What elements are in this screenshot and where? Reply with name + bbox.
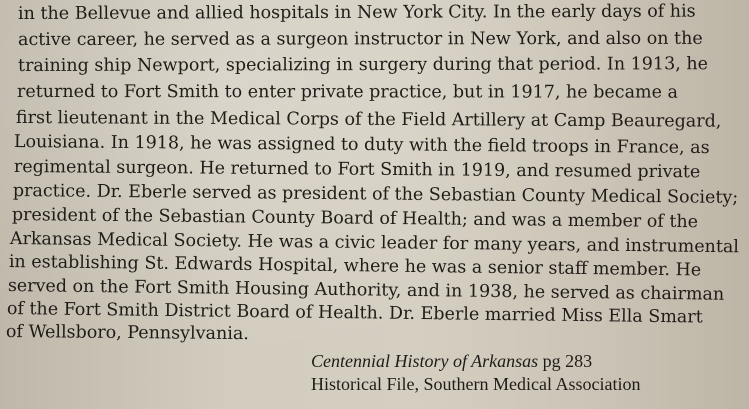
citation-line-secondary: Historical File, Southern Medical Association (311, 374, 641, 394)
text-line: in the Bellevue and allied hospitals in New York City. In the early days of his (18, 1, 696, 24)
citation-page-ref: pg 283 (538, 351, 593, 371)
citation-book-title: Centennial History of Arkansas (311, 351, 539, 371)
text-line: Louisiana. In 1918, he was assigned to duty with the field troops in France, as (13, 132, 710, 159)
text-line: Arkansas Medical Society. He was a civic leader for many years, and instrumental (9, 229, 740, 258)
text-line: active career, he served as a surgeon instructor in New York, and also on the (18, 28, 703, 50)
text-line: regimental surgeon. He returned to Fort Smith in 1919, and resumed private (13, 157, 701, 183)
text-line: in establishing St. Edwards Hospital, where he was a senior staff member. He (8, 252, 702, 281)
text-line: of the Fort Smith District Board of Health. Dr. Eberle married Miss Ella Smart (6, 299, 703, 328)
text-line: practice. Dr. Eberle served as president of the Sebastian County Medical Society; (12, 181, 739, 208)
text-line: training ship Newport, specializing in surgery during that period. In 1913, he (18, 54, 708, 76)
text-line: of Wellsboro, Pennsylvania. (5, 322, 249, 345)
citation-line-primary (311, 351, 592, 372)
text-line: served on the Fort Smith Housing Authority, and in 1938, he served as chairman (7, 276, 725, 305)
text-line: first lieutenant in the Medical Corps of the Field Artillery at Camp Beauregard, (15, 108, 722, 132)
text-line: returned to Fort Smith to enter private practice, but in 1917, he became a (16, 82, 678, 103)
text-line: president of the Sebastian County Board of Health; and was a member of the (11, 205, 699, 233)
